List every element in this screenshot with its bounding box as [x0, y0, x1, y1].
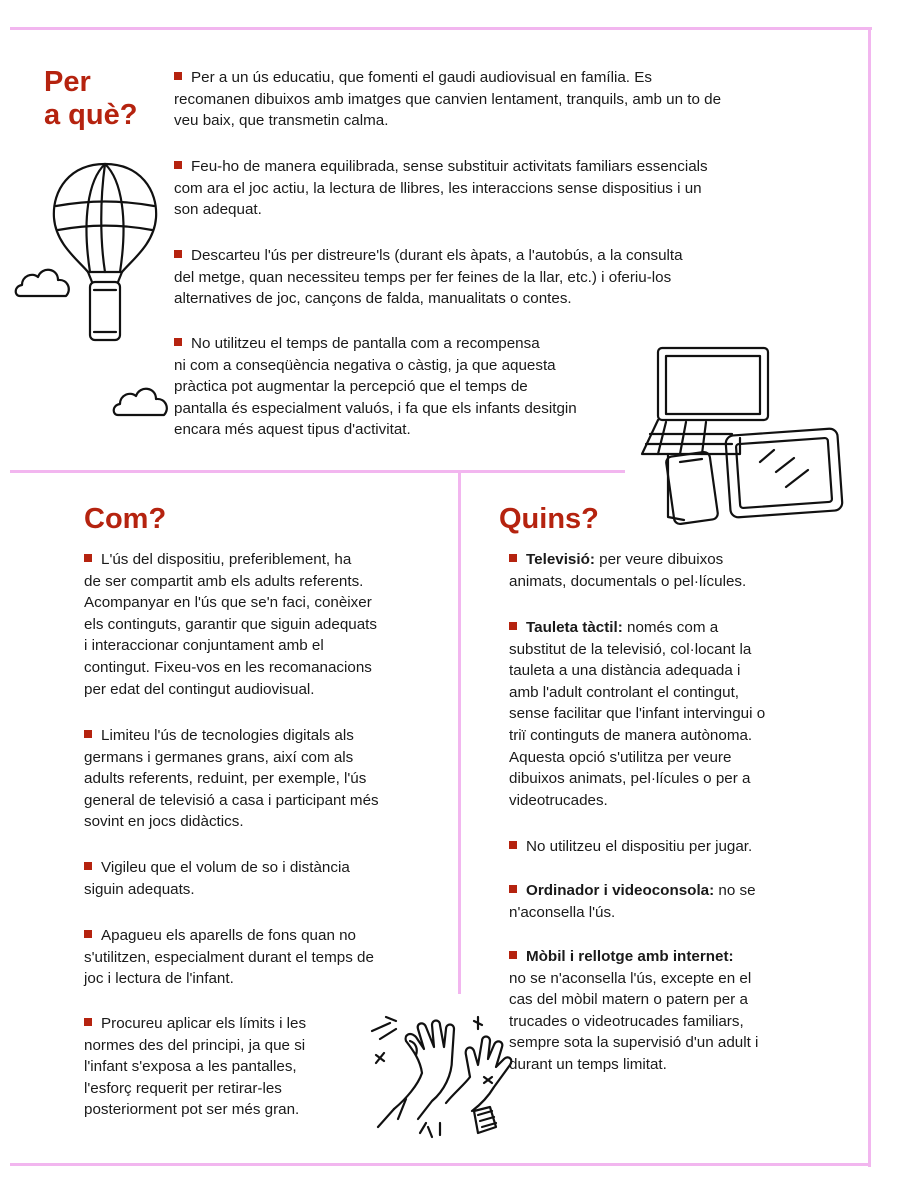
cloud-icon [112, 383, 172, 419]
frame-bottom-line [10, 1163, 871, 1166]
per-que-title-line1: Per [44, 66, 91, 98]
com-item-2: Limiteu l'ús de tecnologies digitals als germans i germanes grans, així com als adults referents, reduint, per exemple, l'ús general de televisió a casa i participant més sovint en jocs didàctics. [84, 727, 379, 831]
bullet-square-icon [84, 930, 92, 938]
cloud-icon [14, 264, 74, 300]
com-title: Com? [84, 503, 167, 535]
frame-top-line [10, 27, 872, 30]
hot-air-balloon-phone-icon [50, 160, 160, 350]
com-item-4: Apagueu els aparells de fons quan no s'utilitzen, especialment durant el temps de joc i lectura de l'infant. [84, 927, 374, 988]
quins-item-tablet: Tauleta tàctil: només com a substitut de la televisió, col·locant la tauleta a una distància adequada i amb l'adult controlant el contingut, sense facilitar que l'infant intervingui o triï continguts de manera autònoma. Aquesta opció s'utilitza per veure dibuixos animats, pel·lícules o per a videotrucades. [509, 619, 766, 809]
com-item-5: Procureu aplicar els límits i les normes des del principi, ja que si l'infant s'exposa a les pantalles, l'esforç requerit per retirar-les posteriorment pot ser més gran. [84, 1015, 307, 1119]
per-que-title-line2: a què? [44, 99, 138, 131]
bullet-square-icon [509, 951, 517, 959]
quins-item-mobile: Mòbil i rellotge amb internet: no se n'aconsella l'ús, excepte en el cas del mòbil matern o patern per a trucades o videotrucades familiars, sempre sota la supervisió d'un adult i durant un temps limitat. [509, 948, 759, 1073]
devices-icon [636, 342, 846, 527]
per-que-item-1: Per a un ús educatiu, que fomenti el gaudi audiovisual en família. Es recomanen dibuixos amb imatges que canvien lentament, tranquils, amb un to de veu baix, que transmetin calma. [174, 69, 722, 130]
bullet-square-icon [84, 862, 92, 870]
quins-title: Quins? [499, 503, 599, 535]
bullet-square-icon [509, 841, 517, 849]
high-five-icon [366, 1015, 516, 1140]
frame-middle-line [10, 470, 625, 473]
bullet-square-icon [84, 730, 92, 738]
com-item-1: L'ús del dispositiu, preferiblement, ha de ser compartit amb els adults referents. Acompanyar en l'ús que se'n faci, conèixer els continguts, garantir que siguin adequats i interaccionar conjuntament amb el contingut. Fixeu-vos en les recomanacions per edat del contingut audiovisual. [84, 551, 377, 698]
com-item-3: Vigileu que el volum de so i distància siguin adequats. [84, 859, 350, 898]
bullet-square-icon [174, 338, 182, 346]
bullet-square-icon [174, 72, 182, 80]
bullet-square-icon [509, 554, 517, 562]
frame-right-line [868, 27, 871, 1167]
bullet-square-icon [84, 554, 92, 562]
quins-item-tv: Televisió: per veure dibuixos animats, documentals o pel·lícules. [509, 551, 747, 590]
frame-column-divider [458, 472, 461, 994]
bullet-square-icon [509, 885, 517, 893]
bullet-square-icon [174, 250, 182, 258]
bullet-square-icon [509, 622, 517, 630]
bullet-square-icon [84, 1018, 92, 1026]
per-que-item-4: No utilitzeu el temps de pantalla com a recompensa ni com a conseqüència negativa o càstig, ja que aquesta pràctica pot augmentar la percepció que el temps de pantalla és especialment valuós, i fa que els infants desitgin encara més aquest tipus d'activitat. [174, 335, 577, 439]
quins-item-computer: Ordinador i videoconsola: no se n'aconsella l'ús. [509, 882, 756, 921]
quins-item-no-games: No utilitzeu el dispositiu per jugar. [509, 836, 752, 858]
per-que-item-2: Feu-ho de manera equilibrada, sense substituir activitats familiars essencials com ara el joc actiu, la lectura de llibres, les interaccions sense dispositius i un son adequat. [174, 158, 708, 219]
bullet-square-icon [174, 161, 182, 169]
per-que-item-3: Descarteu l'ús per distreure'ls (durant els àpats, a l'autobús, a la consulta del metge, quan necessiteu temps per fer feines de la llar, etc.) i oferiu-los alternatives de joc, cançons de falda, manualitats o contes. [174, 247, 683, 308]
per-que-title [44, 66, 137, 132]
